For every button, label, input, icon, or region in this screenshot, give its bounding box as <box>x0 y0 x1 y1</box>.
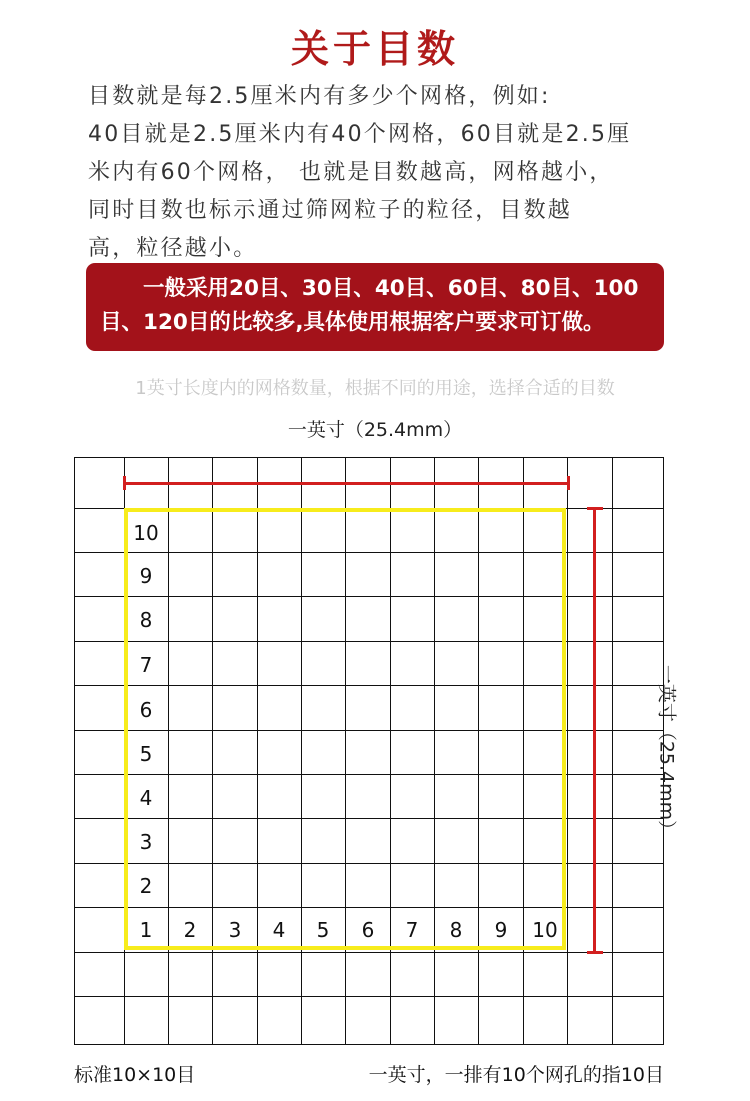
row-number-label: 5 <box>139 742 153 766</box>
caption-right: 一英寸，一排有10个网孔的指10目 <box>368 1064 664 1086</box>
page-title: 关于目数 <box>290 26 459 71</box>
grid-line-vertical <box>612 458 613 1044</box>
column-number-label: 3 <box>228 918 242 942</box>
row-number-label: 4 <box>139 786 153 810</box>
row-number-label: 7 <box>139 653 153 677</box>
intro-line: 同时目数也标示通过筛网粒子的粒径，目数越 <box>88 198 573 223</box>
intro-line: 米内有60个网格， 也就是目数越高，网格越小， <box>88 160 614 185</box>
row-number-label: 6 <box>139 698 153 722</box>
column-number-label: 7 <box>405 918 419 942</box>
column-number-label: 9 <box>494 918 508 942</box>
row-number-label: 10 <box>133 521 159 545</box>
column-number-label: 10 <box>532 918 558 942</box>
inch-label-top: 一英寸（25.4mm） <box>287 419 463 441</box>
ruler-end-cap <box>587 507 603 510</box>
ruler-end-cap <box>587 951 603 954</box>
column-number-label: 4 <box>272 918 286 942</box>
intro-line: 40目就是2.5厘米内有40个网格，60目就是2.5厘 <box>88 122 632 147</box>
vertical-inch-ruler <box>593 508 596 952</box>
grid-line-horizontal <box>75 996 663 997</box>
inch-label-side: 一英寸（25.4mm） <box>655 664 678 840</box>
column-number-label: 2 <box>183 918 197 942</box>
ruler-end-cap <box>567 476 570 490</box>
intro-paragraph <box>88 78 663 268</box>
column-number-label: 8 <box>449 918 463 942</box>
ruler-end-cap <box>123 476 126 490</box>
row-number-label: 3 <box>139 830 153 854</box>
row-number-label: 8 <box>139 608 153 632</box>
grid-line-horizontal <box>75 952 663 953</box>
subcaption: 1英寸长度内的网格数量，根据不同的用途，选择合适的目数 <box>135 378 615 399</box>
banner-line: 目、120目的比较多,具体使用根据客户要求可订做。 <box>100 310 605 335</box>
intro-line: 目数就是每2.5厘米内有多少个网格，例如: <box>88 84 551 109</box>
row-number-label: 9 <box>139 564 153 588</box>
intro-line: 高，粒径越小。 <box>88 236 258 261</box>
column-number-label: 5 <box>316 918 330 942</box>
highlight-banner <box>86 263 664 351</box>
horizontal-inch-ruler <box>124 482 568 485</box>
caption-left: 标准10×10目 <box>74 1064 196 1086</box>
column-number-label: 6 <box>361 918 375 942</box>
grid-line-vertical <box>567 458 568 1044</box>
row-number-label: 2 <box>139 874 153 898</box>
one-inch-square-highlight <box>124 508 566 950</box>
banner-line: 一般采用20目、30目、40目、60目、80目、100 <box>143 276 639 301</box>
row-number-label: 1 <box>139 918 153 942</box>
